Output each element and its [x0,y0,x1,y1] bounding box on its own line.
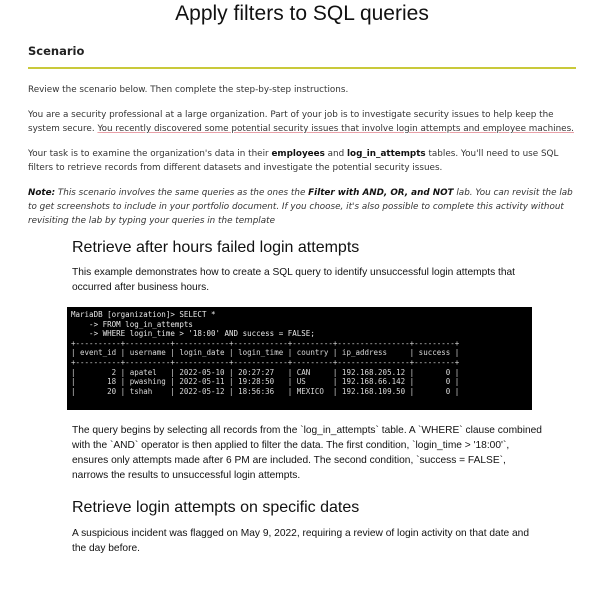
section1-intro: This example demonstrates how to create a SQL query to identify unsuccessful login attempts that occurred after business hours. [72,267,516,293]
scenario-intro: Review the scenario below. Then complete the step-by-step instructions. [28,85,349,95]
section1-explanation: The query begins by selecting all records from the `log_in_attempts` table. A `WHERE` clause combined with the `AND` operator is then applied to filter the data. The first condition, `login_time > '18:00'`, ensures only attempts made after 6 PM are included. The second condition, `success = FALSE`, narrows the results to unsuccessful login attempts. [72,425,542,481]
note-label: Note: [28,188,56,198]
result-row: | 18 | pwashing | 2022-05-11 | 19:28:50 | US | 192.168.66.142 | 0 | [71,377,460,387]
role-text: You are a security professional at a large organization. Part of your job is to investigate security issues to help keep the system secure. [28,110,554,134]
terminal-query-where: -> WHERE login_time > '18:00' AND success = FALSE; [71,329,315,339]
document-title: Apply filters to SQL queries [175,2,429,25]
terminal-screenshot [67,307,532,410]
note-text: This scenario involves the same queries as the ones the [55,188,309,198]
terminal-query-from: -> FROM log_in_attempts [71,319,193,329]
result-row: | 2 | apatel | 2022-05-10 | 20:27:27 | CAN | 192.168.205.12 | 0 | [71,367,460,377]
scenario-divider [28,67,576,69]
task-suffix: tables. You'll need to use SQL filters to retrieve records from different datasets and investigate the potential security issues. [28,149,559,173]
result-header: | event_id | username | login_date | login_time | country | ip_address | success | [71,348,460,358]
note-lab-name: Filter with AND, OR, and NOT [308,188,454,198]
scenario-note-paragraph [28,186,576,228]
task-and: and [324,149,348,159]
scenario-task-paragraph [28,147,576,175]
section2-intro: A suspicious incident was flagged on May 9, 2022, requiring a review of login activity on that date and the day before. [72,528,530,554]
table-name-log-in-attempts: log_in_attempts [347,149,426,159]
task-text: Your task is to examine the organization's data in their [28,149,272,159]
section2-heading: Retrieve login attempts on specific dates [72,499,360,516]
result-border-top: +----------+----------+------------+------------+---------+----------------+---------+ [71,338,460,348]
scenario-heading: Scenario [28,44,85,58]
terminal-prompt-line: MariaDB [organization]> SELECT * [71,310,216,319]
table-name-employees: employees [271,149,325,159]
result-row: | 20 | tshah | 2022-05-12 | 18:56:36 | MEXICO | 192.168.109.50 | 0 | [71,386,460,396]
note-suffix: lab. You can revisit the lab to get screenshots to include in your portfolio document. If you choose, it's also possible to complete this activity without revisiting the lab by typing your queries in the template [28,188,573,226]
section1-heading: Retrieve after hours failed login attempts [72,239,360,256]
result-border-mid: +----------+----------+------------+------------+---------+----------------+---------+ [71,357,460,367]
scenario-role-paragraph [28,108,576,136]
role-underlined-text: You recently discovered some potential security issues that involve login attempts and employee machines. [97,124,574,134]
